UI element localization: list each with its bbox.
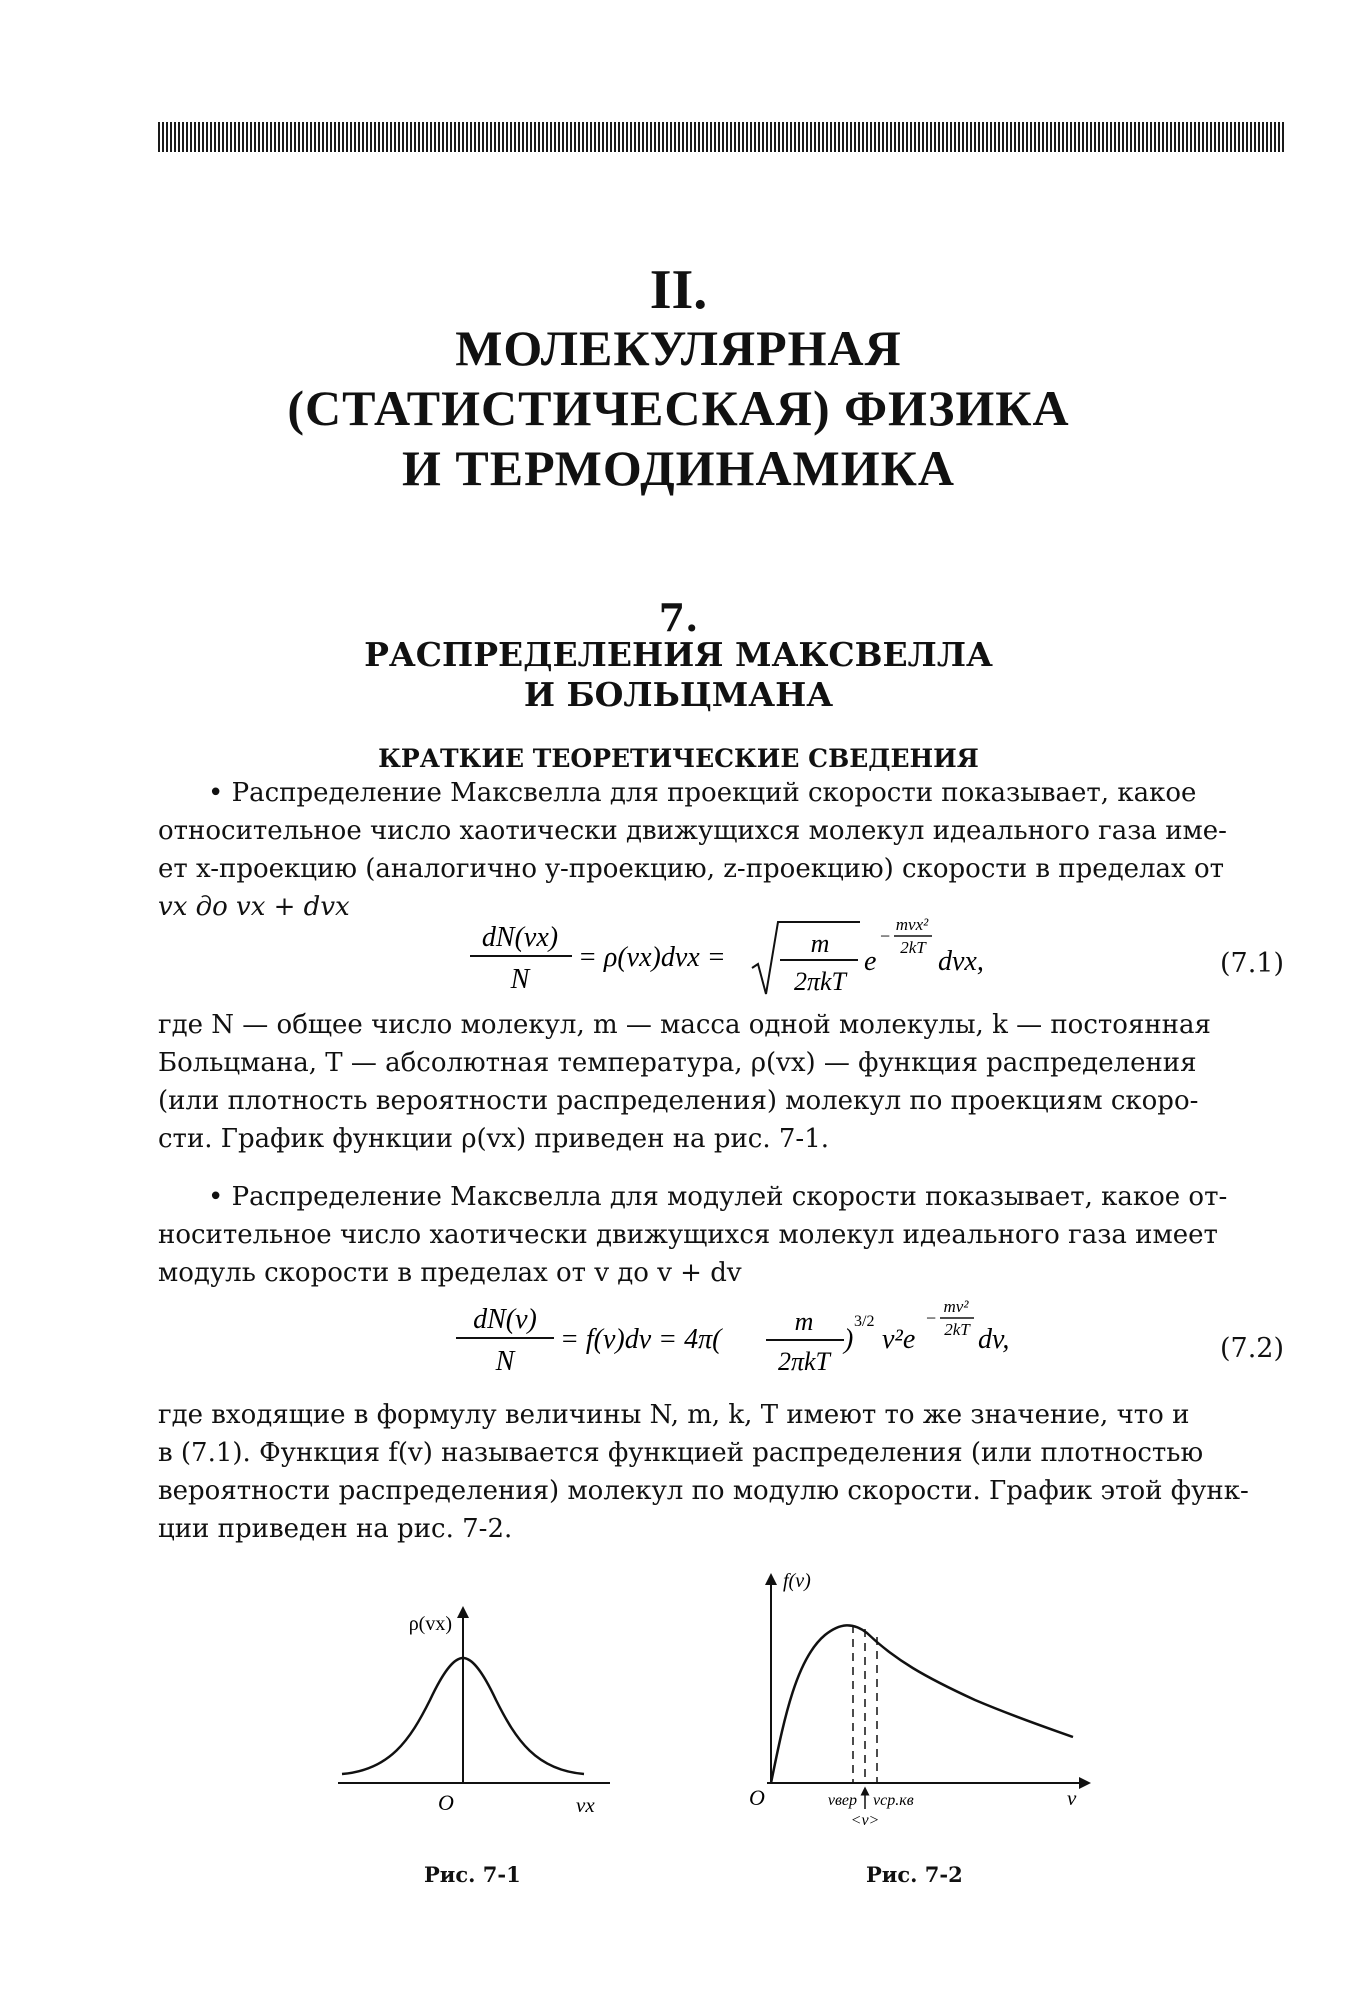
formula-lhs-numerator: dN(v): [473, 1304, 537, 1335]
v-rms-label: vср.кв: [873, 1792, 914, 1809]
x-axis-label: vx: [576, 1793, 595, 1817]
paragraph-line: носительное число хаотически движущихся молекул идеального газа имеет: [158, 1220, 1218, 1250]
figure-caption: Рис. 7-1: [424, 1862, 521, 1887]
exp-denominator: 2kT: [944, 1320, 970, 1339]
exp-denominator: 2kT: [900, 938, 926, 957]
paragraph-maxwell-modulus: [158, 1178, 1288, 1292]
paragraph-line: Больцмана, T — абсолютная температура, ρ(vx) — функция распределения: [158, 1048, 1197, 1078]
formula-7-2: [450, 1290, 1010, 1390]
paragraph-line: относительное число хаотически движущихся молекул идеального газа име-: [158, 816, 1227, 846]
paragraph-line: где N — общее число молекул, m — масса одной молекулы, k — постоянная: [158, 1010, 1211, 1040]
formula-lhs-numerator: dN(vx): [481, 922, 559, 953]
part-title-line: (СТАТИСТИЧЕСКАЯ) ФИЗИКА: [287, 380, 1070, 436]
formula-lhs-denominator: N: [510, 964, 530, 995]
figure-caption: Рис. 7-2: [866, 1862, 963, 1887]
chapter-title-line: И БОЛЬЦМАНА: [523, 675, 834, 714]
paragraph-line: сти. График функции ρ(vx) приведен на рис. 7-1.: [158, 1124, 830, 1154]
paragraph-definitions-1: [158, 1006, 1288, 1158]
exp-numerator: mv²: [943, 1297, 969, 1316]
paragraph-line: (или плотность вероятности распределения) молекул по проекциям скоро-: [158, 1086, 1199, 1116]
part-title-line: И ТЕРМОДИНАМИКА: [401, 440, 955, 496]
bullet: •: [208, 1182, 224, 1212]
paragraph-line: vx до vx + dvx: [158, 892, 350, 922]
close-paren: ): [844, 1324, 854, 1355]
paragraph-line: ции приведен на рис. 7-2.: [158, 1514, 513, 1544]
fraction-denominator: 2πkT: [777, 1347, 831, 1376]
formula-7-1: [460, 908, 1020, 1008]
formula-tail: dv,: [978, 1324, 1010, 1355]
header-decorative-bar: [158, 122, 1286, 152]
figure-7-2: [745, 1565, 1105, 1835]
chapter-title: [0, 635, 1357, 715]
paragraph-line: модуль скорости в пределах от v до v + dv: [158, 1258, 742, 1288]
paragraph-maxwell-projections: [158, 774, 1288, 926]
formula-lhs-denominator: N: [495, 1346, 515, 1377]
v-probable-label: vвер: [827, 1792, 857, 1809]
chapter-title-line: РАСПРЕДЕЛЕНИЯ МАКСВЕЛЛА: [364, 635, 993, 674]
paragraph-line: где входящие в формулу величины N, m, k, T имеют то же значение, что и: [158, 1400, 1190, 1430]
equation-number: (7.2): [1220, 1333, 1285, 1364]
exp-numerator: mvx²: [895, 915, 929, 934]
fraction-numerator: m: [794, 1307, 814, 1336]
formula-middle: v²e: [882, 1324, 916, 1355]
sqrt-denominator: 2πkT: [793, 967, 847, 996]
paragraph-definitions-2: [158, 1396, 1288, 1548]
part-title: [0, 318, 1357, 498]
power: 3/2: [854, 1313, 875, 1330]
paragraph-line: в (7.1). Функция f(v) называется функцией распределения (или плотностью: [158, 1438, 1204, 1468]
paragraph-line: [158, 1178, 1288, 1216]
paragraph-line: [158, 774, 1288, 812]
y-axis-label: f(v): [783, 1570, 811, 1592]
formula-equality: = ρ(vx)dvx =: [578, 942, 726, 973]
sqrt-numerator: m: [810, 929, 830, 958]
y-axis-label: ρ(vx): [408, 1613, 452, 1635]
figure-7-1: [330, 1600, 620, 1830]
section-title: КРАТКИЕ ТЕОРЕТИЧЕСКИЕ СВЕДЕНИЯ: [378, 744, 979, 773]
paragraph-text: Распределение Максвелла для проекций скорости показывает, какое: [231, 778, 1197, 808]
paragraph-text: Распределение Максвелла для модулей скорости показывает, какое от-: [231, 1182, 1228, 1212]
paragraph-line: вероятности распределения) молекул по модулю скорости. График этой функ-: [158, 1476, 1249, 1506]
part-number: II.: [649, 259, 708, 321]
paragraph-line: ет x-проекцию (аналогично y-проекцию, z-проекцию) скорости в пределах от: [158, 854, 1224, 884]
origin-label: O: [438, 1790, 454, 1815]
formula-tail: dvx,: [938, 946, 984, 977]
chapter-number: 7.: [658, 595, 699, 640]
x-axis-label: v: [1067, 1786, 1077, 1810]
equation-number: (7.1): [1220, 948, 1285, 979]
v-average-label: <v>: [850, 1812, 880, 1829]
origin-label: O: [749, 1785, 765, 1810]
formula-equality: = f(v)dv = 4π(: [560, 1324, 722, 1355]
exp-base: e: [864, 946, 877, 977]
maxwell-curve: [771, 1625, 1073, 1783]
exp-minus: −: [926, 1308, 937, 1328]
bullet: •: [208, 778, 224, 808]
part-title-line: МОЛЕКУЛЯРНАЯ: [455, 320, 902, 376]
exp-minus: −: [880, 926, 891, 946]
